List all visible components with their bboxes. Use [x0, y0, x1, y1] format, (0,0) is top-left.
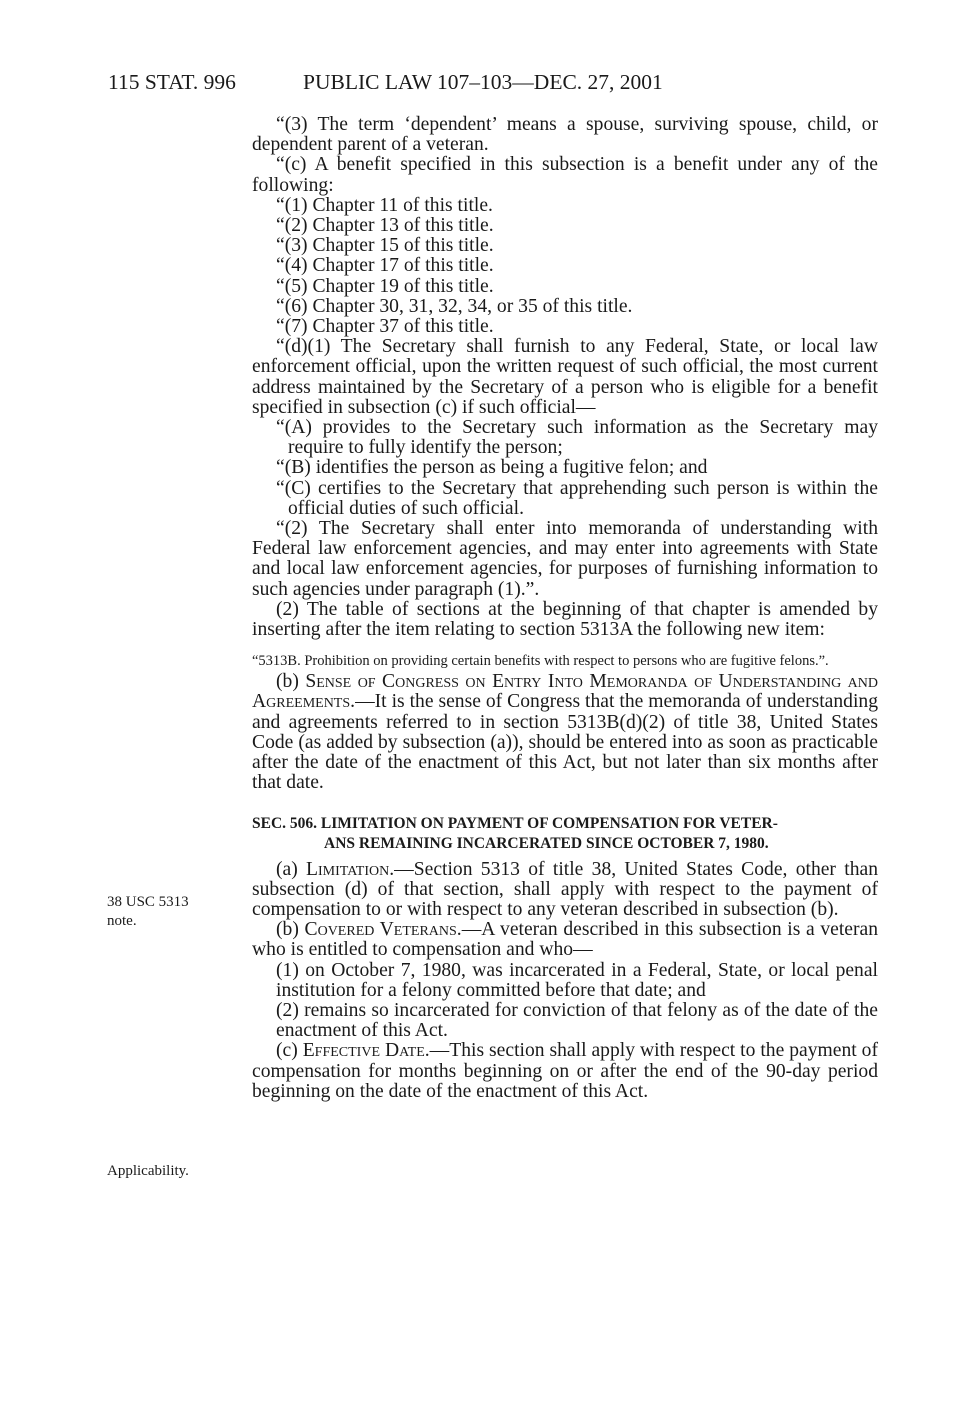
subsection-heading: Sense of Congress on Entry Into Memoranda of Understanding and Agreements.	[252, 671, 878, 713]
subsection-text: —A veteran described in this subsection is a veteran who is entitled to compensation and who—	[252, 919, 878, 961]
paragraph-table-amendment: (2) The table of sections at the beginning of that chapter is amended by inserting after the item relating to section 5313A the following new item:	[252, 598, 878, 641]
section-506-heading	[252, 814, 878, 854]
chapter-list-item: “(1) Chapter 11 of this title.	[276, 194, 493, 216]
subsection-heading: Effective Date.	[302, 1040, 430, 1062]
paragraph-d1-B: “(B) identifies the person as being a fugitive felon; and	[276, 457, 708, 479]
paragraph-b-1: (1) on October 7, 1980, was incarcerated in a Federal, State, or local penal institution for a felony committed before that date; and	[276, 959, 878, 1001]
section-heading-line1: SEC. 506. LIMITATION ON PAYMENT OF COMPENSATION FOR VETER-	[252, 814, 778, 832]
chapter-list-item: “(2) Chapter 13 of this title.	[276, 215, 494, 237]
running-header: PUBLIC LAW 107–103—DEC. 27, 2001	[303, 70, 663, 94]
paragraph-b-2: (2) remains so incarcerated for conviction of that felony as of the date of the enactment of this Act.	[276, 999, 878, 1042]
chapter-list-item: “(7) Chapter 37 of this title.	[276, 316, 494, 338]
subsection-label: (b)	[276, 919, 299, 941]
subsection-text: —Section 5313 of title 38, United States Code, other than subsection (d) of that section, shall apply with respect to the payment of compensation to or with respect to any veteran described in subsection (b).	[252, 858, 878, 920]
stat-page-number: 115 STAT. 996	[108, 70, 236, 94]
subsection-label: (a)	[276, 858, 298, 880]
paragraph-subsection-c: “(c) A benefit specified in this subsection is a benefit under any of the following:	[252, 154, 878, 196]
paragraph-dependent-definition: “(3) The term ‘dependent’ means a spouse, surviving spouse, child, or dependent parent of a veteran.	[252, 114, 878, 156]
paragraph-d1-C: “(C) certifies to the Secretary that apprehending such person is within the official duties of such official.	[276, 477, 878, 519]
chapter-list-item: “(5) Chapter 19 of this title.	[276, 275, 494, 297]
subsection-label: (c)	[276, 1040, 298, 1062]
body-text	[252, 115, 878, 1102]
paragraph-d2: “(2) The Secretary shall enter into memoranda of understanding with Federal law enforcement agencies, and may enter into agreements with State and local law enforcement agencies, for purposes of furnishing information to such agencies under paragraph (1).”.	[252, 518, 878, 600]
section-heading-line2: ANS REMAINING INCARCERATED SINCE OCTOBER 7, 1980.	[324, 834, 769, 852]
usc-margin-note	[107, 893, 189, 931]
subsection-b-covered-veterans	[252, 920, 878, 960]
paragraph-d1-A: “(A) provides to the Secretary such information as the Secretary may require to fully identify the person;	[276, 417, 878, 459]
chapter-list-item: “(3) Chapter 15 of this title.	[276, 235, 494, 257]
subsection-c-effective-date	[252, 1041, 878, 1102]
subsection-a-limitation	[252, 860, 878, 921]
table-of-sections-item: “5313B. Prohibition on providing certain benefits with respect to persons who are fugitive felons.”.	[252, 653, 829, 670]
subsection-heading: Covered Veterans.	[304, 919, 462, 941]
chapter-list-item: “(6) Chapter 30, 31, 32, 34, or 35 of this title.	[276, 295, 633, 317]
subsection-text: —This section shall apply with respect to the payment of compensation for months beginning on or after the end of the 90-day period beginning on the date of the enactment of this Act.	[252, 1040, 878, 1102]
usc-note-line1: 38 USC 5313	[107, 894, 189, 910]
applicability-margin-note: Applicability.	[107, 1163, 189, 1179]
subsection-b-sense-of-congress	[252, 672, 878, 793]
paragraph-d1: “(d)(1) The Secretary shall furnish to any Federal, State, or local law enforcement official, upon the written request of such official, the most current address maintained by the Secretary of a person who is eligible for a benefit specified in subsection (c) if such official—	[252, 336, 878, 418]
subsection-label: (b)	[276, 671, 299, 693]
usc-note-line2: note.	[107, 913, 137, 929]
subsection-text: —It is the sense of Congress that the memoranda of understanding and agreements referred to in section 5313B(d)(2) of title 38, United States Code (as added by subsection (a)), should be entered into as soon as practicable after the date of the enactment of this Act, but not later than six months after that date.	[252, 691, 878, 794]
chapter-list-item: “(4) Chapter 17 of this title.	[276, 255, 494, 277]
subsection-heading: Limitation.	[306, 858, 395, 880]
